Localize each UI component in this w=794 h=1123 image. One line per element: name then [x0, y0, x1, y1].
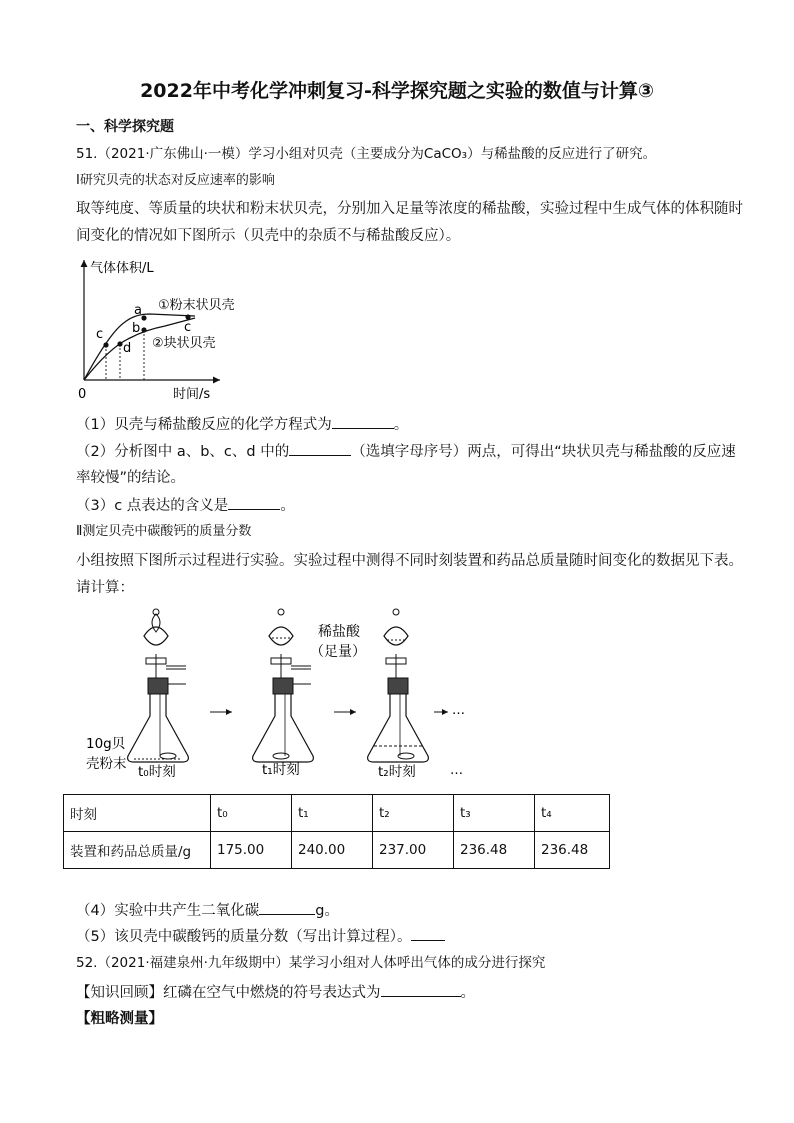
q1-end: 。 — [393, 417, 409, 433]
table-cell: t₂ — [373, 795, 454, 832]
q2 — [76, 441, 736, 462]
q1 — [76, 414, 408, 435]
table-cell: 时刻 — [64, 795, 211, 832]
table-cell: 236.48 — [454, 832, 535, 869]
part1-text-a: 取等纯度、等质量的块状和粉末状贝壳，分别加入足量等浓度的稀盐酸，实验过程中生成气体的体积随时 — [76, 201, 743, 217]
x-axis-label: 时间/s — [173, 387, 211, 402]
flask-t0 — [128, 609, 189, 762]
table-row — [64, 795, 610, 832]
t1-label: t₁时刻 — [262, 762, 300, 778]
part1-text-b: 间变化的情况如下图所示（贝壳中的杂质不与稀盐酸反应）。 — [76, 228, 461, 244]
table-cell: t₃ — [454, 795, 535, 832]
part2-text-b: 请计算： — [76, 580, 134, 596]
q2-text: （2）分析图中 a、b、c、d 中的 — [76, 444, 290, 460]
q3-end: 。 — [280, 498, 295, 514]
q2-cont: 率较慢”的结论。 — [76, 470, 186, 486]
origin-label: 0 — [78, 387, 87, 402]
table-cell: t₁ — [292, 795, 373, 832]
q5-text: （5）该贝壳中碳酸钙的质量分数（写出计算过程）。 — [76, 929, 412, 945]
point-a — [141, 315, 146, 320]
recall-answer-blank[interactable] — [381, 982, 461, 997]
part2-heading: Ⅱ测定贝壳中碳酸钙的质量分数 — [76, 524, 252, 539]
q3 — [76, 495, 295, 516]
q51-intro: 51.（2021·广东佛山·一模）学习小组对贝壳（主要成分为CaCO₃）与稀盐酸的反应进行了研究。 — [76, 146, 657, 162]
acid-label-2: （足量） — [310, 644, 366, 660]
t2-label: t₂时刻 — [378, 764, 416, 780]
part2-text-a: 小组按照下图所示过程进行实验。实验过程中测得不同时刻装置和药品总质量随时间变化的数据见下表。 — [76, 553, 743, 569]
q1-text: （1）贝壳与稀盐酸反应的化学方程式为 — [76, 417, 332, 433]
page-title: 2022年中考化学冲刺复习-科学探究题之实验的数值与计算③ — [140, 80, 654, 102]
label-c-right: c — [184, 320, 192, 335]
q4-end: g。 — [315, 903, 339, 919]
label-b: b — [132, 321, 141, 336]
table-cell: 236.48 — [535, 832, 610, 869]
q4-answer-blank[interactable] — [259, 900, 315, 915]
q2-answer-blank[interactable] — [289, 441, 351, 456]
part1-heading: Ⅰ研究贝壳的状态对反应速率的影响 — [76, 173, 275, 188]
q3-answer-blank[interactable] — [228, 495, 280, 510]
recall-text: 【知识回顾】红磷在空气中燃烧的符号表达式为 — [76, 985, 381, 1001]
q4-text: （4）实验中共产生二氧化碳 — [76, 903, 260, 919]
q52-measure: 【粗略测量】 — [76, 1011, 163, 1027]
table-cell: t₀ — [211, 795, 292, 832]
table-cell: 装置和药品总质量/g — [64, 832, 211, 869]
y-axis-label: 气体体积/L — [90, 261, 154, 276]
point-c-right — [185, 314, 190, 319]
series2-label: ②块状贝壳 — [152, 336, 216, 351]
table-cell: t₄ — [535, 795, 610, 832]
table-cell: 175.00 — [211, 832, 292, 869]
t0-label: t₀时刻 — [138, 764, 176, 780]
point-c-left — [103, 342, 108, 347]
point-d — [117, 341, 122, 346]
volume-time-graph — [70, 252, 250, 402]
ellipsis-right: … — [452, 703, 465, 718]
q5 — [76, 926, 445, 947]
table-cell: 240.00 — [292, 832, 373, 869]
table-cell: 237.00 — [373, 832, 454, 869]
sample-label-1: 10g贝 — [86, 736, 126, 752]
table-row — [64, 832, 610, 869]
flask-t1 — [253, 609, 314, 762]
ellipsis-bottom: … — [450, 763, 463, 778]
label-a: a — [134, 303, 142, 318]
sample-label-2: 壳粉末 — [86, 756, 127, 772]
recall-end: 。 — [460, 985, 475, 1001]
q4 — [76, 900, 339, 921]
q5-answer-blank[interactable] — [411, 926, 445, 941]
point-b — [141, 327, 146, 332]
q52-recall — [76, 982, 475, 1003]
label-d: d — [123, 341, 132, 356]
section-heading: 一、科学探究题 — [76, 119, 174, 135]
apparatus-diagram — [76, 606, 496, 782]
q3-text: （3）c 点表达的含义是 — [76, 498, 229, 514]
flask-t2 — [368, 609, 429, 762]
mass-data-table — [63, 794, 610, 869]
label-c-left: c — [96, 327, 104, 342]
q52-intro: 52.（2021·福建泉州·九年级期中）某学习小组对人体呼出气体的成分进行探究 — [76, 955, 546, 971]
series1-label: ①粉末状贝壳 — [158, 298, 235, 313]
q2-text-b: （选填字母序号）两点，可得出“块状贝壳与稀盐酸的反应速 — [351, 444, 736, 460]
q1-answer-blank[interactable] — [332, 414, 394, 429]
acid-label-1: 稀盐酸 — [318, 624, 360, 640]
